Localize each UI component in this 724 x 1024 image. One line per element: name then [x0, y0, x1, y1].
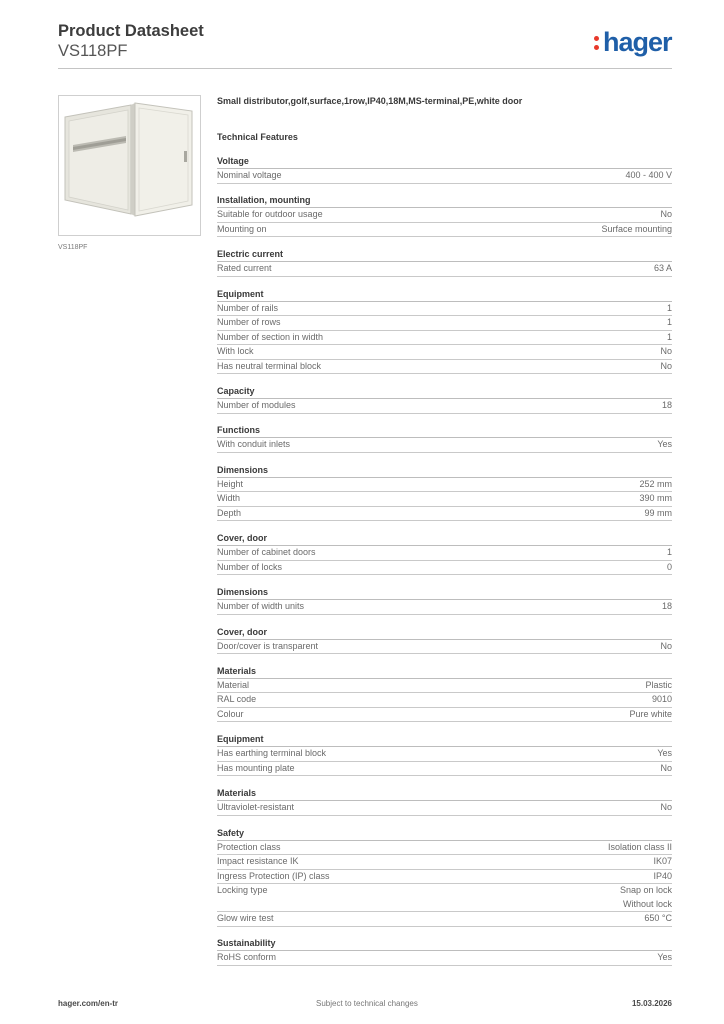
feature-value: 18	[661, 601, 672, 612]
feature-label: Number of cabinet doors	[217, 547, 316, 558]
feature-section	[217, 248, 672, 277]
feature-row	[217, 640, 672, 655]
footer-date: 15.03.2026	[631, 999, 672, 1008]
feature-value: 390 mm	[639, 493, 672, 504]
header-divider	[58, 68, 672, 69]
image-caption: VS118PF	[58, 244, 88, 251]
feature-label: Door/cover is transparent	[217, 640, 319, 651]
feature-value: Isolation class II	[607, 841, 672, 852]
distribution-board-image	[59, 96, 200, 235]
section-title: Electric current	[217, 248, 672, 262]
section-title: Sustainability	[217, 937, 672, 951]
feature-label: RoHS conform	[217, 952, 277, 963]
feature-section	[217, 937, 672, 966]
feature-value: Surface mounting	[601, 223, 672, 234]
feature-row	[217, 762, 672, 777]
feature-row	[217, 492, 672, 507]
feature-value: No	[660, 209, 672, 220]
feature-label: Glow wire test	[217, 913, 274, 924]
feature-value: 252 mm	[639, 478, 672, 489]
feature-section	[217, 586, 672, 615]
feature-value: Plastic	[645, 679, 672, 690]
feature-row	[217, 801, 672, 816]
feature-row	[217, 438, 672, 453]
page-footer	[0, 999, 724, 1011]
feature-value: No	[660, 762, 672, 773]
technical-features-heading: Technical Features	[217, 132, 298, 142]
feature-row	[217, 747, 672, 762]
feature-section	[217, 733, 672, 776]
feature-section	[217, 385, 672, 414]
section-title: Capacity	[217, 385, 672, 399]
feature-label: With lock	[217, 346, 254, 357]
feature-row	[217, 507, 672, 522]
feature-label: Number of locks	[217, 561, 283, 572]
feature-label: Protection class	[217, 841, 281, 852]
feature-section	[217, 288, 672, 375]
feature-row	[217, 693, 672, 708]
feature-label: Impact resistance IK	[217, 856, 299, 867]
feature-label: Has neutral terminal block	[217, 360, 322, 371]
feature-value: 1	[666, 317, 672, 328]
feature-section	[217, 464, 672, 522]
section-title: Installation, mounting	[217, 194, 672, 208]
feature-label: Suitable for outdoor usage	[217, 209, 323, 220]
feature-label: Width	[217, 493, 241, 504]
feature-value: 0	[666, 561, 672, 572]
section-title: Materials	[217, 787, 672, 801]
product-code: VS118PF	[58, 42, 128, 60]
feature-row	[217, 302, 672, 317]
feature-row	[217, 208, 672, 223]
section-title: Equipment	[217, 288, 672, 302]
feature-row	[217, 546, 672, 561]
feature-value: 99 mm	[644, 507, 672, 518]
footer-notice: Subject to technical changes	[316, 999, 418, 1008]
section-title: Cover, door	[217, 532, 672, 546]
feature-section	[217, 827, 672, 927]
feature-value: 1	[666, 547, 672, 558]
feature-value: Yes	[657, 748, 672, 759]
feature-label: Rated current	[217, 263, 272, 274]
datasheet-content	[217, 94, 672, 977]
section-title: Equipment	[217, 733, 672, 747]
page-title: Product Datasheet	[58, 22, 204, 40]
feature-label: Has mounting plate	[217, 762, 295, 773]
feature-section	[217, 787, 672, 816]
feature-row	[217, 855, 672, 870]
feature-row	[217, 951, 672, 966]
feature-label: Nominal voltage	[217, 170, 282, 180]
feature-row	[217, 169, 672, 184]
feature-label: Mounting on	[217, 223, 267, 234]
feature-section	[217, 532, 672, 575]
feature-value: No	[660, 346, 672, 357]
feature-row	[217, 360, 672, 375]
feature-value: Yes	[657, 439, 672, 450]
feature-section	[217, 155, 672, 184]
feature-label: RAL code	[217, 694, 257, 705]
feature-row	[217, 708, 672, 723]
feature-value: IK07	[653, 856, 672, 867]
feature-label: Number of section in width	[217, 331, 324, 342]
feature-row	[217, 870, 672, 885]
footer-website: hager.com/en-tr	[58, 999, 119, 1008]
feature-section	[217, 424, 672, 453]
feature-value: 63 A	[653, 263, 672, 274]
product-image	[58, 95, 201, 236]
feature-label: Has earthing terminal block	[217, 748, 327, 759]
feature-label: Ingress Protection (IP) class	[217, 870, 330, 881]
feature-value: Yes	[657, 952, 672, 963]
section-title: Dimensions	[217, 464, 672, 478]
feature-value: 650 °C	[644, 913, 672, 924]
feature-section	[217, 665, 672, 723]
feature-value: 1	[666, 302, 672, 313]
feature-value: 9010	[651, 694, 672, 705]
feature-row	[217, 316, 672, 331]
feature-sections	[217, 155, 672, 966]
feature-value: Snap on lock Without lock	[619, 885, 672, 909]
section-title: Safety	[217, 827, 672, 841]
feature-value: 1	[666, 331, 672, 342]
section-title: Cover, door	[217, 626, 672, 640]
feature-row	[217, 478, 672, 493]
feature-row	[217, 679, 672, 694]
feature-label: Colour	[217, 708, 244, 719]
feature-row	[217, 841, 672, 856]
section-title: Materials	[217, 665, 672, 679]
feature-label: Locking type	[217, 885, 268, 896]
feature-value: No	[660, 640, 672, 651]
feature-label: Number of width units	[217, 601, 305, 612]
feature-value: Pure white	[629, 708, 672, 719]
feature-value: IP40	[653, 870, 672, 881]
logo-text: hager	[603, 27, 672, 57]
product-description: Small distributor,golf,surface,1row,IP40,18M,MS-terminal,PE,white door	[217, 96, 523, 106]
feature-label: Ultraviolet-resistant	[217, 802, 295, 813]
section-title: Dimensions	[217, 586, 672, 600]
feature-row	[217, 399, 672, 414]
feature-row	[217, 912, 672, 927]
feature-section	[217, 194, 672, 237]
feature-label: Depth	[217, 507, 242, 518]
feature-label: Number of rows	[217, 317, 281, 328]
feature-value: No	[660, 360, 672, 371]
feature-row	[217, 561, 672, 576]
logo-dots-icon	[594, 31, 601, 51]
section-title: Voltage	[217, 155, 672, 169]
feature-value: No	[660, 802, 672, 813]
feature-label: Height	[217, 478, 244, 489]
feature-label: Number of modules	[217, 400, 296, 411]
feature-label: With conduit inlets	[217, 439, 291, 450]
feature-row	[217, 345, 672, 360]
feature-row	[217, 331, 672, 346]
feature-row	[217, 884, 672, 912]
feature-value: 400 - 400 V	[625, 170, 672, 180]
section-title: Functions	[217, 424, 672, 438]
page-header	[58, 21, 204, 61]
feature-label: Number of rails	[217, 302, 279, 313]
feature-row	[217, 600, 672, 615]
hager-logo	[594, 27, 672, 57]
feature-row	[217, 262, 672, 277]
feature-label: Material	[217, 679, 250, 690]
feature-row	[217, 223, 672, 238]
feature-section	[217, 626, 672, 655]
feature-value: 18	[661, 400, 672, 411]
